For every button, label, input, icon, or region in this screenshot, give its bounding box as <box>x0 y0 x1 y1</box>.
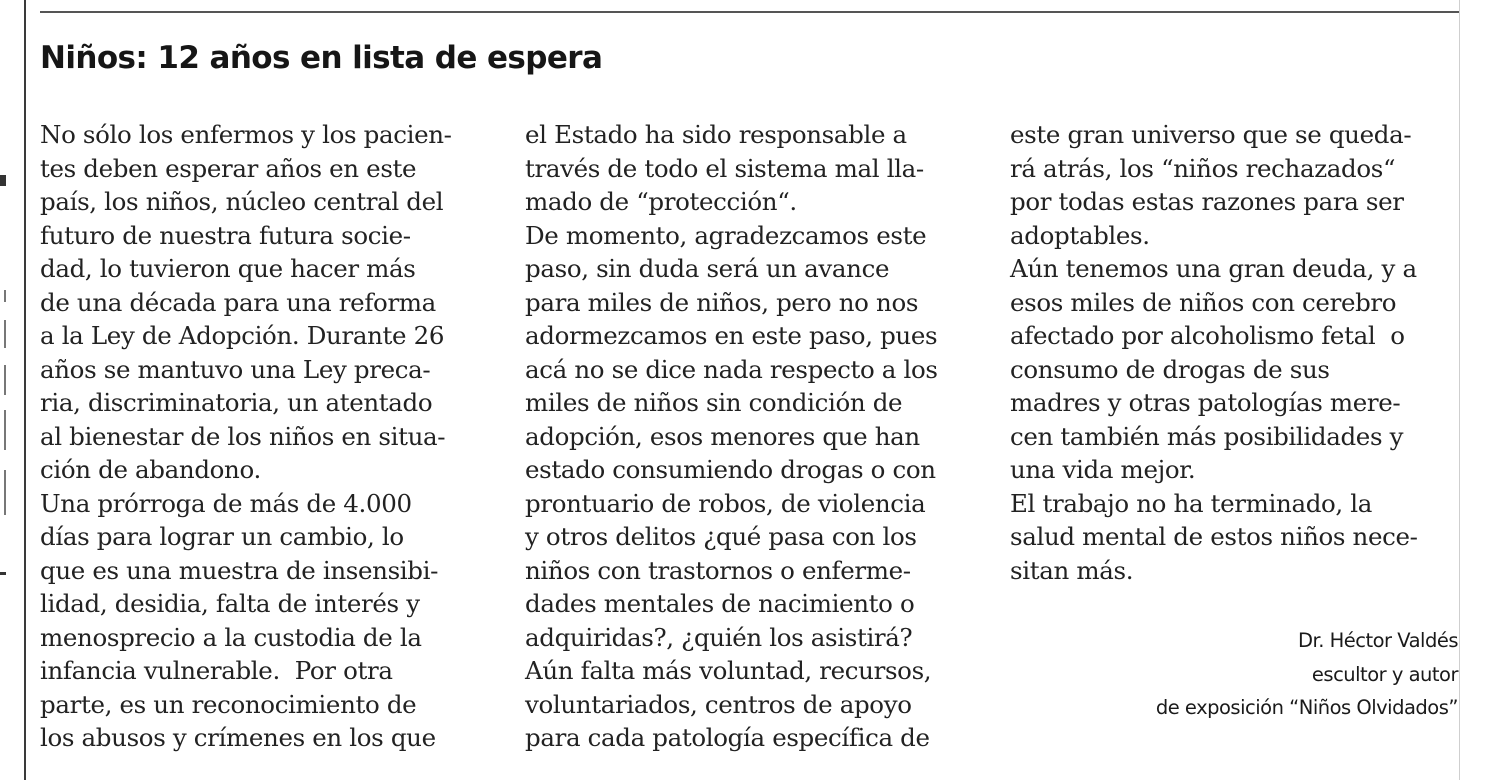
body-text-line: Aún tenemos una gran deuda, y a <box>1010 254 1417 283</box>
body-text-line: paso, sin duda será un avance <box>525 254 890 283</box>
body-text-line: al bienestar de los niños en situa- <box>40 421 446 451</box>
body-text-line: El trabajo no ha terminado, la <box>1010 488 1373 518</box>
body-text-line: que es una muestra de insensibi- <box>40 555 439 585</box>
body-text-line: de una década para una reforma <box>40 287 436 317</box>
body-column-3 <box>1010 118 1480 587</box>
left-margin-tick <box>4 470 6 515</box>
body-text-line: miles de niños sin condición de <box>525 388 903 417</box>
body-text-line: por todas estas razones para ser <box>1010 187 1404 216</box>
body-text-line: lidad, desidia, falta de interés y <box>40 589 420 618</box>
left-column-rule <box>24 0 26 780</box>
body-text-line: menosprecio a la custodia de la <box>40 622 422 652</box>
body-text-line: una vida mejor. <box>1010 455 1196 484</box>
body-text-line: tes deben esperar años en este <box>40 153 417 183</box>
body-text-line: madres y otras patologías mere- <box>1010 388 1401 417</box>
body-text-line: este gran universo que se queda- <box>1010 120 1412 149</box>
body-text-line: el Estado ha sido responsable a <box>525 120 907 149</box>
body-text-line: mado de “protección“. <box>525 187 797 216</box>
body-column-2 <box>525 118 995 755</box>
body-text-line: adquiridas?, ¿quién los asistirá? <box>525 622 913 652</box>
body-text-line: Una prórroga de más de 4.000 <box>40 488 412 518</box>
left-margin-tick <box>4 365 6 395</box>
body-text-line: afectado por alcoholismo fetal o <box>1010 321 1405 350</box>
body-text-line: prontuario de robos, de violencia <box>525 488 926 518</box>
signature-block <box>1010 624 1458 725</box>
body-text-line: ria, discriminatoria, un atentado <box>40 388 433 417</box>
body-text-line: días para lograr un cambio, lo <box>40 522 404 551</box>
body-text-line: a la Ley de Adopción. Durante 26 <box>40 321 445 350</box>
body-text-line: los abusos y crímenes en los que <box>40 723 436 752</box>
body-text-line: No sólo los enfermos y los pacien- <box>40 120 452 149</box>
body-text-line: Aún falta más voluntad, recursos, <box>525 656 932 685</box>
body-text-line: dad, lo tuvieron que hacer más <box>40 254 416 283</box>
left-margin-tick <box>4 410 6 450</box>
body-text-line: parte, es un reconocimiento de <box>40 689 417 719</box>
body-text-line: años se mantuvo una Ley preca- <box>40 354 431 384</box>
body-text-line: consumo de drogas de sus <box>1010 354 1330 384</box>
body-text-line: acá no se dice nada respecto a los <box>525 354 938 384</box>
body-text-line: ción de abandono. <box>40 455 261 484</box>
body-text-line: adormezcamos en este paso, pues <box>525 321 938 350</box>
body-text-line: para miles de niños, pero no nos <box>525 287 919 317</box>
body-text-line: voluntariados, centros de apoyo <box>525 689 912 719</box>
headline: Niños: 12 años en lista de espera <box>40 40 603 76</box>
signature-author-role: escultor y autor <box>1311 662 1458 686</box>
body-text-line: futuro de nuestra futura socie- <box>40 220 411 250</box>
body-text-line: adoptables. <box>1010 220 1150 250</box>
left-margin-mark <box>0 175 6 186</box>
left-margin-mark <box>0 572 6 575</box>
body-text-line: para cada patología específica de <box>525 723 930 752</box>
body-text-line: cen también más posibilidades y <box>1010 421 1404 451</box>
body-text-line: niños con trastornos o enferme- <box>525 555 911 585</box>
body-text-line: sitan más. <box>1010 555 1134 585</box>
body-text-line: esos miles de niños con cerebro <box>1010 287 1397 317</box>
body-text-line: y otros delitos ¿qué pasa con los <box>525 522 917 551</box>
body-text-line: dades mentales de nacimiento o <box>525 589 915 618</box>
body-text-line: estado consumiendo drogas o con <box>525 455 936 484</box>
body-text-line: De momento, agradezcamos este <box>525 220 927 250</box>
signature-author-name: Dr. Héctor Valdés <box>1297 629 1458 652</box>
body-text-line: rá atrás, los “niños rechazados“ <box>1010 153 1396 183</box>
body-text-line: país, los niños, núcleo central del <box>40 187 444 216</box>
top-rule <box>40 11 1460 13</box>
left-margin-tick <box>4 320 6 348</box>
signature-author-exhibition: de exposición “Niños Olvidados” <box>1155 696 1458 719</box>
body-text-line: través de todo el sistema mal lla- <box>525 153 924 183</box>
body-text-line: salud mental de estos niños nece- <box>1010 522 1418 551</box>
body-column-1 <box>40 118 510 755</box>
body-text-line: infancia vulnerable. Por otra <box>40 656 393 685</box>
body-text-line: adopción, esos menores que han <box>525 421 920 451</box>
left-margin-tick <box>4 290 6 302</box>
